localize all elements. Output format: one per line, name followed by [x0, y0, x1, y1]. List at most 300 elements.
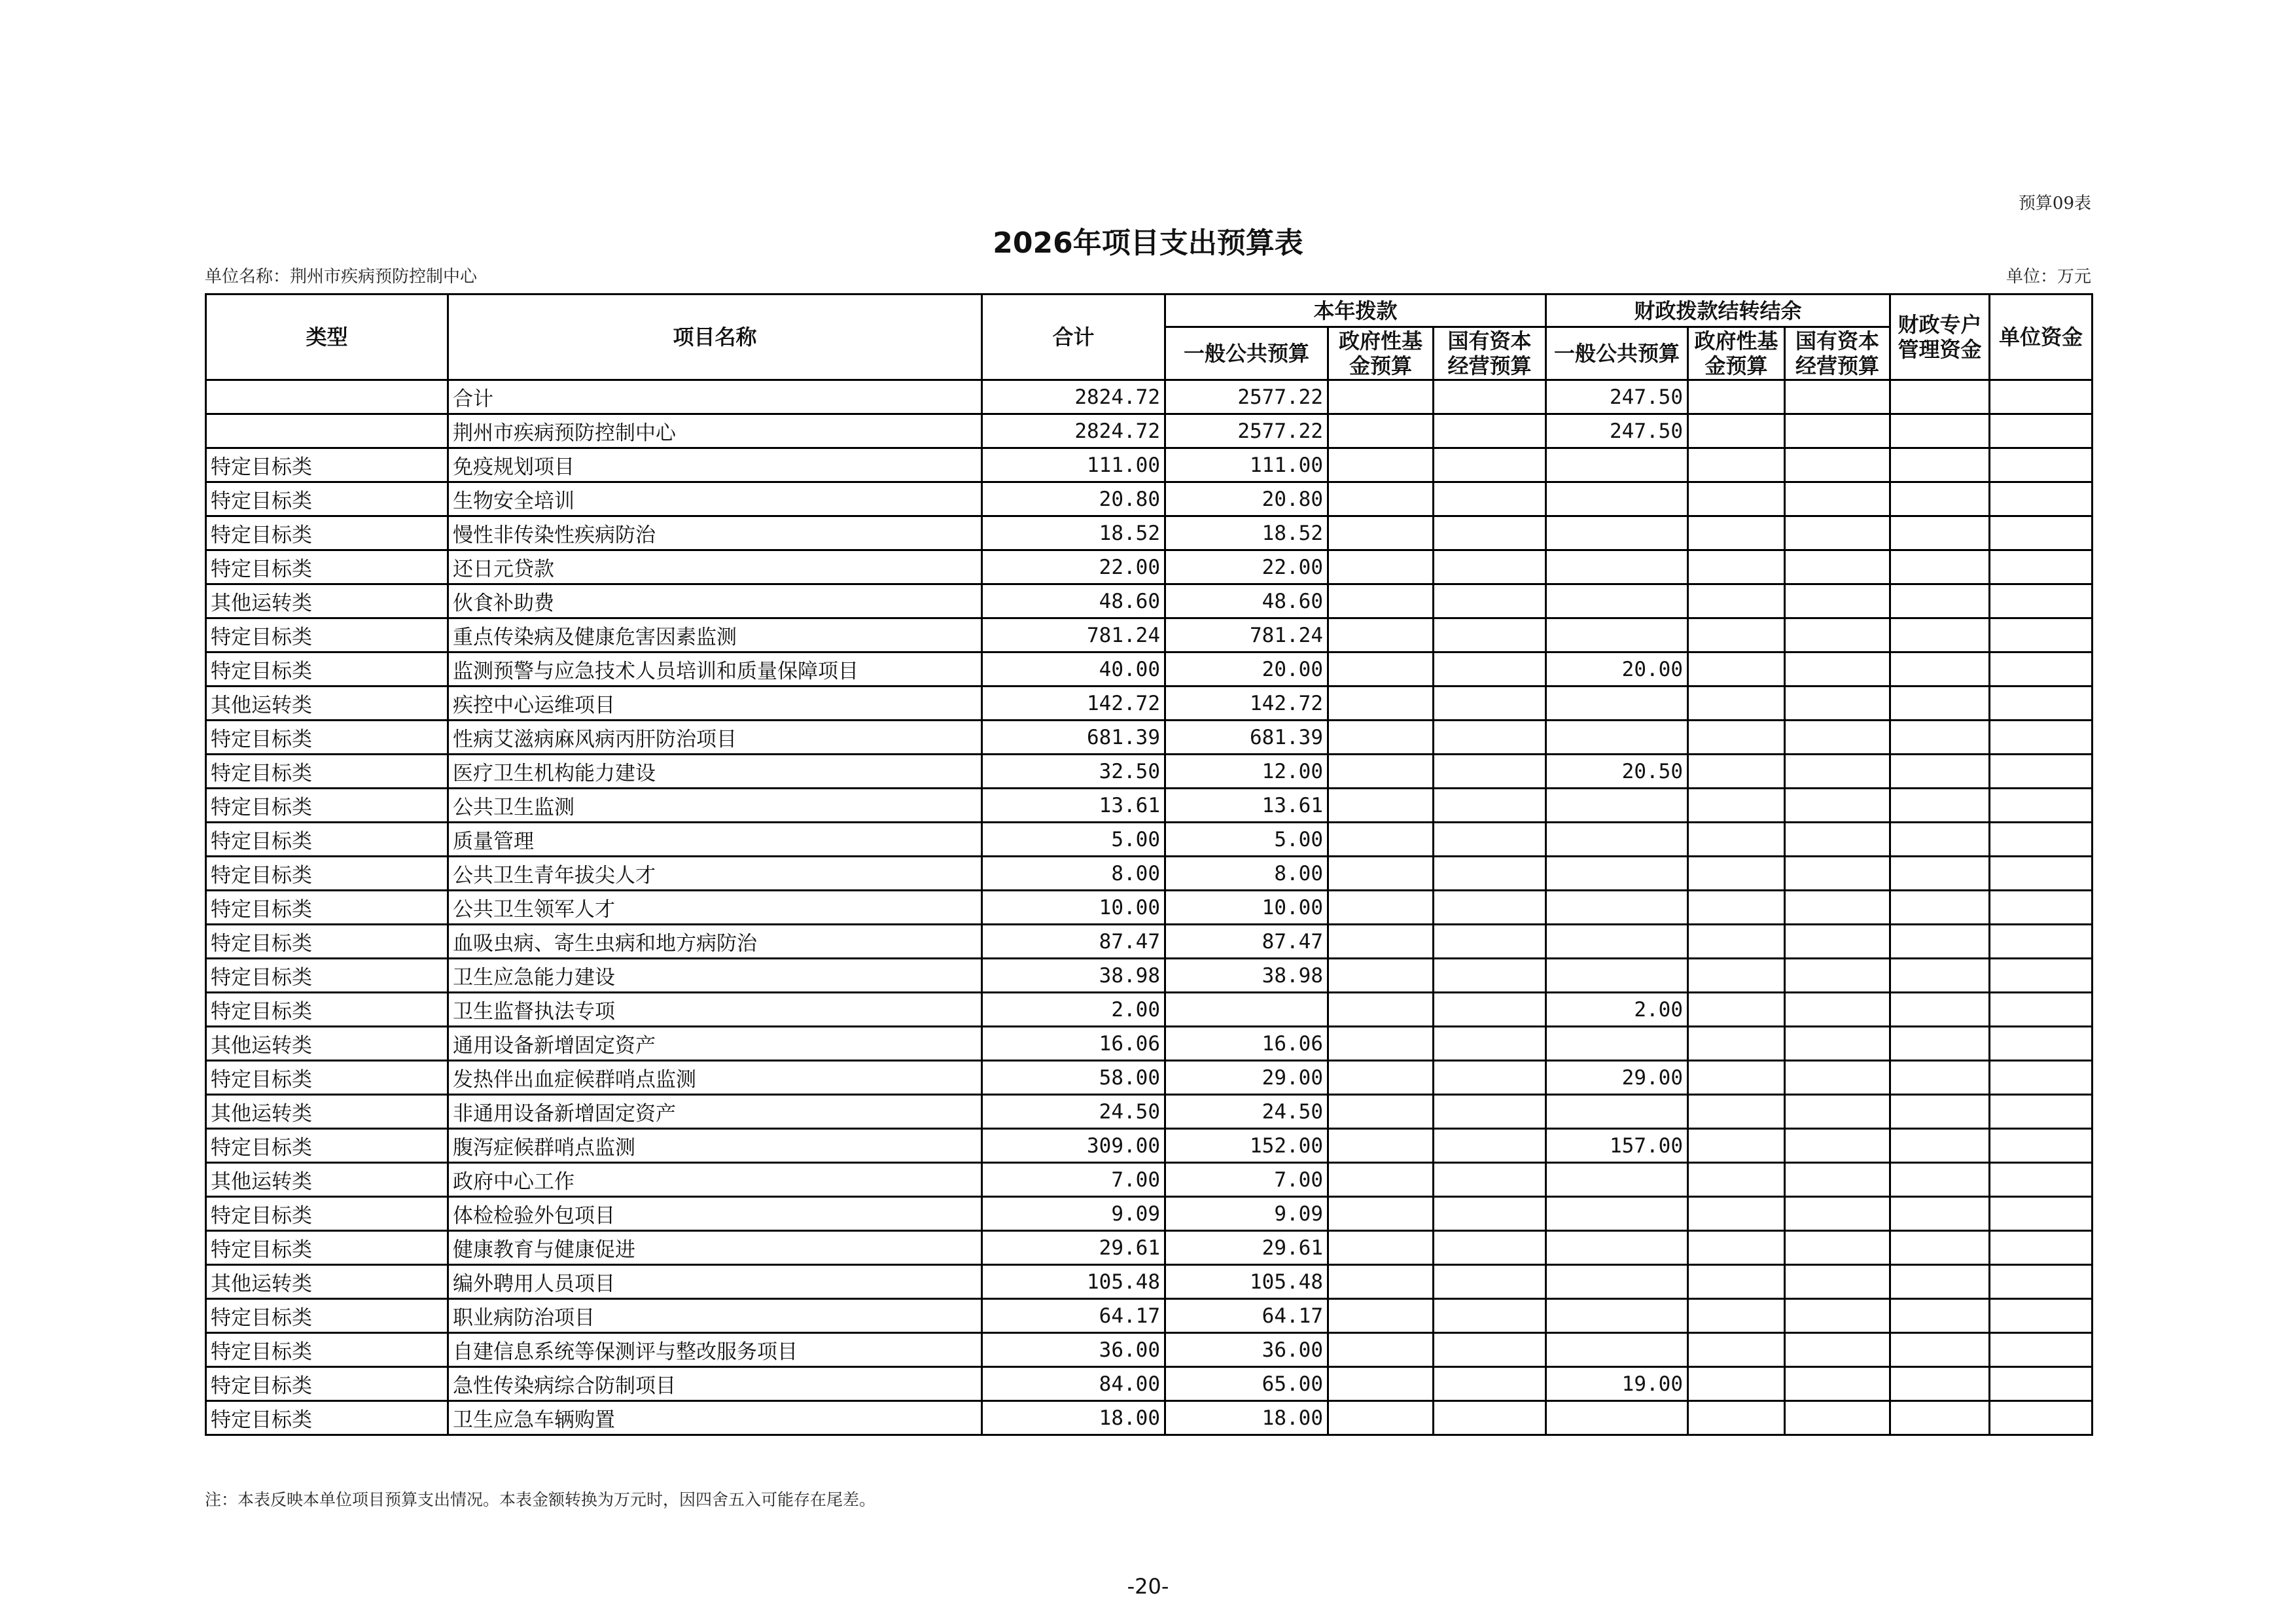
cell-cy-gov-fund	[1328, 891, 1434, 925]
cell-type: 特定目标类	[206, 1129, 448, 1163]
cell-special-account	[1890, 380, 1990, 414]
cell-type: 特定目标类	[206, 823, 448, 857]
cell-co-general-public	[1546, 584, 1688, 618]
budget-table	[205, 293, 2093, 1436]
cell-type: 特定目标类	[206, 618, 448, 652]
cell-unit-funds	[1990, 823, 2093, 857]
cell-cy-state-capital	[1434, 1299, 1546, 1333]
cell-total: 22.00	[982, 550, 1165, 584]
cell-co-gov-fund	[1688, 1061, 1785, 1095]
cell-cy-state-capital	[1434, 959, 1546, 993]
cell-cy-general-public: 5.00	[1165, 823, 1328, 857]
cell-cy-gov-fund	[1328, 516, 1434, 550]
cell-total: 84.00	[982, 1367, 1165, 1401]
table-row	[206, 1333, 2093, 1367]
cell-unit-funds	[1990, 1163, 2093, 1197]
cell-special-account	[1890, 1163, 1990, 1197]
cell-total: 781.24	[982, 618, 1165, 652]
cell-cy-state-capital	[1434, 993, 1546, 1027]
cell-co-gov-fund	[1688, 789, 1785, 823]
cell-type: 特定目标类	[206, 1197, 448, 1231]
table-row	[206, 1027, 2093, 1061]
cell-unit-funds	[1990, 1265, 2093, 1299]
cell-special-account	[1890, 1265, 1990, 1299]
cell-co-general-public	[1546, 823, 1688, 857]
cell-type: 其他运转类	[206, 1163, 448, 1197]
cell-type: 特定目标类	[206, 891, 448, 925]
cell-cy-state-capital	[1434, 414, 1546, 448]
cell-cy-general-public	[1165, 993, 1328, 1027]
cell-total: 24.50	[982, 1095, 1165, 1129]
cell-co-general-public	[1546, 618, 1688, 652]
cell-co-gov-fund	[1688, 1129, 1785, 1163]
cell-total: 38.98	[982, 959, 1165, 993]
cell-cy-state-capital	[1434, 380, 1546, 414]
cell-project-name: 医疗卫生机构能力建设	[448, 755, 982, 789]
cell-co-gov-fund	[1688, 1027, 1785, 1061]
cell-project-name: 急性传染病综合防制项目	[448, 1367, 982, 1401]
cell-type: 特定目标类	[206, 925, 448, 959]
cell-co-gov-fund	[1688, 721, 1785, 755]
cell-co-state-capital	[1785, 755, 1890, 789]
cell-co-gov-fund	[1688, 687, 1785, 721]
cell-unit-funds	[1990, 1027, 2093, 1061]
cell-co-gov-fund	[1688, 448, 1785, 482]
table-row	[206, 380, 2093, 414]
cell-co-state-capital	[1785, 1367, 1890, 1401]
cell-cy-general-public: 87.47	[1165, 925, 1328, 959]
cell-cy-general-public: 13.61	[1165, 789, 1328, 823]
cell-special-account	[1890, 550, 1990, 584]
cell-special-account	[1890, 482, 1990, 516]
cell-cy-gov-fund	[1328, 925, 1434, 959]
cell-total: 18.00	[982, 1401, 1165, 1435]
cell-unit-funds	[1990, 721, 2093, 755]
header-co-general-public: 一般公共预算	[1546, 327, 1688, 380]
cell-co-gov-fund	[1688, 1299, 1785, 1333]
cell-co-general-public	[1546, 1163, 1688, 1197]
cell-co-state-capital	[1785, 891, 1890, 925]
cell-total: 64.17	[982, 1299, 1165, 1333]
cell-cy-state-capital	[1434, 1061, 1546, 1095]
cell-co-state-capital	[1785, 1231, 1890, 1265]
form-number: 预算09表	[2018, 194, 2091, 213]
cell-total: 2.00	[982, 993, 1165, 1027]
cell-cy-gov-fund	[1328, 1197, 1434, 1231]
cell-special-account	[1890, 584, 1990, 618]
cell-total: 16.06	[982, 1027, 1165, 1061]
cell-co-state-capital	[1785, 789, 1890, 823]
cell-cy-general-public: 36.00	[1165, 1333, 1328, 1367]
cell-co-gov-fund	[1688, 1095, 1785, 1129]
cell-unit-funds	[1990, 687, 2093, 721]
cell-unit-funds	[1990, 789, 2093, 823]
header-total: 合计	[982, 294, 1165, 380]
table-row	[206, 482, 2093, 516]
table-row	[206, 1231, 2093, 1265]
cell-unit-funds	[1990, 857, 2093, 891]
cell-cy-state-capital	[1434, 1401, 1546, 1435]
table-row	[206, 1401, 2093, 1435]
cell-co-state-capital	[1785, 925, 1890, 959]
cell-total: 105.48	[982, 1265, 1165, 1299]
cell-co-general-public	[1546, 448, 1688, 482]
cell-co-general-public	[1546, 925, 1688, 959]
table-row	[206, 925, 2093, 959]
cell-cy-gov-fund	[1328, 1333, 1434, 1367]
cell-special-account	[1890, 1027, 1990, 1061]
cell-total: 48.60	[982, 584, 1165, 618]
unit-name: 单位名称：荆州市疾病预防控制中心	[205, 267, 478, 287]
cell-project-name: 卫生应急能力建设	[448, 959, 982, 993]
header-special-account: 财政专户管理资金	[1890, 294, 1990, 380]
table-row	[206, 857, 2093, 891]
cell-co-state-capital	[1785, 1129, 1890, 1163]
cell-cy-general-public: 681.39	[1165, 721, 1328, 755]
table-row	[206, 1367, 2093, 1401]
cell-co-gov-fund	[1688, 516, 1785, 550]
cell-co-state-capital	[1785, 959, 1890, 993]
table-row	[206, 1163, 2093, 1197]
cell-cy-state-capital	[1434, 1231, 1546, 1265]
cell-cy-general-public: 105.48	[1165, 1265, 1328, 1299]
cell-co-general-public	[1546, 857, 1688, 891]
cell-type: 特定目标类	[206, 721, 448, 755]
cell-total: 29.61	[982, 1231, 1165, 1265]
cell-cy-gov-fund	[1328, 1231, 1434, 1265]
cell-special-account	[1890, 789, 1990, 823]
cell-co-gov-fund	[1688, 1163, 1785, 1197]
cell-special-account	[1890, 993, 1990, 1027]
cell-cy-general-public: 48.60	[1165, 584, 1328, 618]
cell-unit-funds	[1990, 550, 2093, 584]
cell-co-general-public	[1546, 550, 1688, 584]
cell-unit-funds	[1990, 1333, 2093, 1367]
cell-cy-gov-fund	[1328, 448, 1434, 482]
cell-project-name: 卫生应急车辆购置	[448, 1401, 982, 1435]
cell-type: 特定目标类	[206, 1367, 448, 1401]
cell-cy-gov-fund	[1328, 993, 1434, 1027]
cell-project-name: 荆州市疾病预防控制中心	[448, 414, 982, 448]
header-type: 类型	[206, 294, 448, 380]
cell-unit-funds	[1990, 1231, 2093, 1265]
page-title: 2026年项目支出预算表	[993, 226, 1303, 260]
cell-total: 111.00	[982, 448, 1165, 482]
header-carryover-group: 财政拨款结转结余	[1546, 294, 1890, 327]
cell-co-general-public: 19.00	[1546, 1367, 1688, 1401]
cell-cy-state-capital	[1434, 584, 1546, 618]
cell-project-name: 通用设备新增固定资产	[448, 1027, 982, 1061]
cell-cy-gov-fund	[1328, 1061, 1434, 1095]
cell-type: 特定目标类	[206, 857, 448, 891]
table-row	[206, 993, 2093, 1027]
currency-unit-label: 单位：万元	[2005, 267, 2091, 287]
cell-total: 309.00	[982, 1129, 1165, 1163]
cell-cy-gov-fund	[1328, 1367, 1434, 1401]
cell-co-gov-fund	[1688, 993, 1785, 1027]
header-cy-state-capital: 国有资本经营预算	[1434, 327, 1546, 380]
cell-total: 681.39	[982, 721, 1165, 755]
cell-unit-funds	[1990, 652, 2093, 687]
cell-project-name: 血吸虫病、寄生虫病和地方病防治	[448, 925, 982, 959]
cell-cy-state-capital	[1434, 823, 1546, 857]
cell-co-state-capital	[1785, 380, 1890, 414]
cell-project-name: 公共卫生监测	[448, 789, 982, 823]
cell-co-general-public	[1546, 1299, 1688, 1333]
cell-cy-general-public: 16.06	[1165, 1027, 1328, 1061]
cell-co-gov-fund	[1688, 959, 1785, 993]
cell-co-gov-fund	[1688, 550, 1785, 584]
cell-cy-state-capital	[1434, 1367, 1546, 1401]
header-co-state-capital: 国有资本经营预算	[1785, 327, 1890, 380]
cell-cy-general-public: 781.24	[1165, 618, 1328, 652]
cell-total: 7.00	[982, 1163, 1165, 1197]
cell-total: 8.00	[982, 857, 1165, 891]
cell-co-state-capital	[1785, 618, 1890, 652]
table-row	[206, 1265, 2093, 1299]
cell-cy-general-public: 29.61	[1165, 1231, 1328, 1265]
cell-co-general-public	[1546, 1333, 1688, 1367]
cell-co-state-capital	[1785, 1095, 1890, 1129]
cell-unit-funds	[1990, 959, 2093, 993]
cell-co-general-public: 20.50	[1546, 755, 1688, 789]
cell-type: 特定目标类	[206, 755, 448, 789]
cell-project-name: 公共卫生领军人才	[448, 891, 982, 925]
footnote: 注：本表反映本单位项目预算支出情况。本表金额转换为万元时，因四舍五入可能存在尾差。	[205, 1490, 876, 1509]
cell-project-name: 发热伴出血症候群哨点监测	[448, 1061, 982, 1095]
table-row	[206, 652, 2093, 687]
cell-co-gov-fund	[1688, 1333, 1785, 1367]
cell-co-gov-fund	[1688, 482, 1785, 516]
cell-co-general-public	[1546, 1095, 1688, 1129]
cell-project-name: 健康教育与健康促进	[448, 1231, 982, 1265]
cell-co-general-public: 29.00	[1546, 1061, 1688, 1095]
cell-unit-funds	[1990, 618, 2093, 652]
cell-cy-gov-fund	[1328, 380, 1434, 414]
cell-co-general-public	[1546, 1265, 1688, 1299]
cell-co-state-capital	[1785, 448, 1890, 482]
cell-type	[206, 414, 448, 448]
cell-type: 其他运转类	[206, 1265, 448, 1299]
header-unit-funds: 单位资金	[1990, 294, 2093, 380]
cell-co-gov-fund	[1688, 584, 1785, 618]
cell-cy-state-capital	[1434, 925, 1546, 959]
table-row	[206, 1095, 2093, 1129]
table-row	[206, 687, 2093, 721]
cell-type: 其他运转类	[206, 584, 448, 618]
cell-co-gov-fund	[1688, 1231, 1785, 1265]
cell-cy-general-public: 2577.22	[1165, 380, 1328, 414]
cell-cy-general-public: 9.09	[1165, 1197, 1328, 1231]
cell-type: 特定目标类	[206, 959, 448, 993]
cell-co-state-capital	[1785, 1401, 1890, 1435]
cell-co-state-capital	[1785, 857, 1890, 891]
cell-unit-funds	[1990, 1095, 2093, 1129]
cell-cy-state-capital	[1434, 1027, 1546, 1061]
cell-cy-gov-fund	[1328, 789, 1434, 823]
cell-unit-funds	[1990, 925, 2093, 959]
cell-project-name: 还日元贷款	[448, 550, 982, 584]
cell-unit-funds	[1990, 891, 2093, 925]
cell-co-general-public	[1546, 1027, 1688, 1061]
cell-special-account	[1890, 414, 1990, 448]
cell-cy-general-public: 18.00	[1165, 1401, 1328, 1435]
cell-unit-funds	[1990, 380, 2093, 414]
cell-total: 58.00	[982, 1061, 1165, 1095]
cell-cy-general-public: 38.98	[1165, 959, 1328, 993]
cell-cy-gov-fund	[1328, 550, 1434, 584]
cell-special-account	[1890, 1095, 1990, 1129]
cell-cy-general-public: 2577.22	[1165, 414, 1328, 448]
cell-co-state-capital	[1785, 516, 1890, 550]
cell-special-account	[1890, 721, 1990, 755]
cell-type: 特定目标类	[206, 652, 448, 687]
table-row	[206, 618, 2093, 652]
cell-cy-state-capital	[1434, 550, 1546, 584]
cell-unit-funds	[1990, 1401, 2093, 1435]
cell-total: 142.72	[982, 687, 1165, 721]
cell-special-account	[1890, 891, 1990, 925]
cell-type: 特定目标类	[206, 516, 448, 550]
cell-type: 特定目标类	[206, 1299, 448, 1333]
cell-co-gov-fund	[1688, 618, 1785, 652]
cell-project-name: 卫生监督执法专项	[448, 993, 982, 1027]
cell-cy-gov-fund	[1328, 1095, 1434, 1129]
cell-co-state-capital	[1785, 652, 1890, 687]
cell-cy-gov-fund	[1328, 687, 1434, 721]
table-row	[206, 721, 2093, 755]
cell-type: 特定目标类	[206, 1061, 448, 1095]
cell-cy-state-capital	[1434, 448, 1546, 482]
cell-co-gov-fund	[1688, 891, 1785, 925]
cell-unit-funds	[1990, 516, 2093, 550]
cell-total: 10.00	[982, 891, 1165, 925]
cell-co-general-public	[1546, 891, 1688, 925]
cell-co-state-capital	[1785, 687, 1890, 721]
header-project-name: 项目名称	[448, 294, 982, 380]
cell-cy-general-public: 20.80	[1165, 482, 1328, 516]
cell-co-gov-fund	[1688, 857, 1785, 891]
cell-type: 特定目标类	[206, 482, 448, 516]
cell-cy-gov-fund	[1328, 618, 1434, 652]
table-row	[206, 448, 2093, 482]
cell-cy-gov-fund	[1328, 1129, 1434, 1163]
cell-total: 36.00	[982, 1333, 1165, 1367]
cell-unit-funds	[1990, 755, 2093, 789]
cell-cy-gov-fund	[1328, 857, 1434, 891]
cell-cy-state-capital	[1434, 789, 1546, 823]
header-current-year-group: 本年拨款	[1165, 294, 1546, 327]
table-row	[206, 516, 2093, 550]
cell-special-account	[1890, 448, 1990, 482]
cell-project-name: 疾控中心运维项目	[448, 687, 982, 721]
cell-cy-gov-fund	[1328, 1265, 1434, 1299]
cell-cy-state-capital	[1434, 1163, 1546, 1197]
cell-co-general-public	[1546, 687, 1688, 721]
cell-project-name: 腹泻症候群哨点监测	[448, 1129, 982, 1163]
table-row	[206, 584, 2093, 618]
cell-co-state-capital	[1785, 993, 1890, 1027]
cell-special-account	[1890, 1231, 1990, 1265]
cell-type: 特定目标类	[206, 789, 448, 823]
cell-total: 20.80	[982, 482, 1165, 516]
header-cy-general-public: 一般公共预算	[1165, 327, 1328, 380]
cell-project-name: 合计	[448, 380, 982, 414]
cell-co-general-public: 20.00	[1546, 652, 1688, 687]
cell-co-general-public	[1546, 721, 1688, 755]
cell-co-gov-fund	[1688, 755, 1785, 789]
cell-co-state-capital	[1785, 1265, 1890, 1299]
cell-special-account	[1890, 1129, 1990, 1163]
cell-co-state-capital	[1785, 1061, 1890, 1095]
cell-cy-gov-fund	[1328, 414, 1434, 448]
cell-co-state-capital	[1785, 1299, 1890, 1333]
cell-total: 40.00	[982, 652, 1165, 687]
cell-type: 其他运转类	[206, 687, 448, 721]
cell-special-account	[1890, 1299, 1990, 1333]
cell-special-account	[1890, 516, 1990, 550]
cell-cy-general-public: 20.00	[1165, 652, 1328, 687]
cell-type: 其他运转类	[206, 1027, 448, 1061]
cell-cy-state-capital	[1434, 1333, 1546, 1367]
cell-cy-gov-fund	[1328, 721, 1434, 755]
cell-co-state-capital	[1785, 584, 1890, 618]
cell-unit-funds	[1990, 1367, 2093, 1401]
cell-total: 13.61	[982, 789, 1165, 823]
cell-type: 特定目标类	[206, 448, 448, 482]
cell-cy-general-public: 142.72	[1165, 687, 1328, 721]
cell-total: 2824.72	[982, 380, 1165, 414]
cell-unit-funds	[1990, 1197, 2093, 1231]
table-row	[206, 550, 2093, 584]
page-number: -20-	[1127, 1574, 1169, 1599]
cell-co-general-public: 157.00	[1546, 1129, 1688, 1163]
cell-cy-general-public: 12.00	[1165, 755, 1328, 789]
cell-project-name: 重点传染病及健康危害因素监测	[448, 618, 982, 652]
cell-project-name: 职业病防治项目	[448, 1299, 982, 1333]
cell-co-state-capital	[1785, 550, 1890, 584]
cell-project-name: 伙食补助费	[448, 584, 982, 618]
cell-special-account	[1890, 1061, 1990, 1095]
table-row	[206, 959, 2093, 993]
cell-type: 其他运转类	[206, 1095, 448, 1129]
table-row	[206, 1129, 2093, 1163]
cell-cy-gov-fund	[1328, 482, 1434, 516]
cell-unit-funds	[1990, 1129, 2093, 1163]
cell-cy-state-capital	[1434, 857, 1546, 891]
cell-special-account	[1890, 1367, 1990, 1401]
cell-cy-general-public: 29.00	[1165, 1061, 1328, 1095]
cell-cy-state-capital	[1434, 721, 1546, 755]
cell-cy-gov-fund	[1328, 755, 1434, 789]
cell-total: 9.09	[982, 1197, 1165, 1231]
cell-project-name: 政府中心工作	[448, 1163, 982, 1197]
table-row	[206, 755, 2093, 789]
cell-cy-state-capital	[1434, 687, 1546, 721]
cell-co-state-capital	[1785, 721, 1890, 755]
cell-cy-state-capital	[1434, 482, 1546, 516]
cell-co-general-public	[1546, 1231, 1688, 1265]
table-row	[206, 891, 2093, 925]
cell-cy-state-capital	[1434, 516, 1546, 550]
cell-cy-state-capital	[1434, 891, 1546, 925]
cell-co-gov-fund	[1688, 1265, 1785, 1299]
cell-total: 32.50	[982, 755, 1165, 789]
cell-unit-funds	[1990, 414, 2093, 448]
cell-type: 特定目标类	[206, 1401, 448, 1435]
cell-cy-general-public: 18.52	[1165, 516, 1328, 550]
cell-project-name: 体检检验外包项目	[448, 1197, 982, 1231]
